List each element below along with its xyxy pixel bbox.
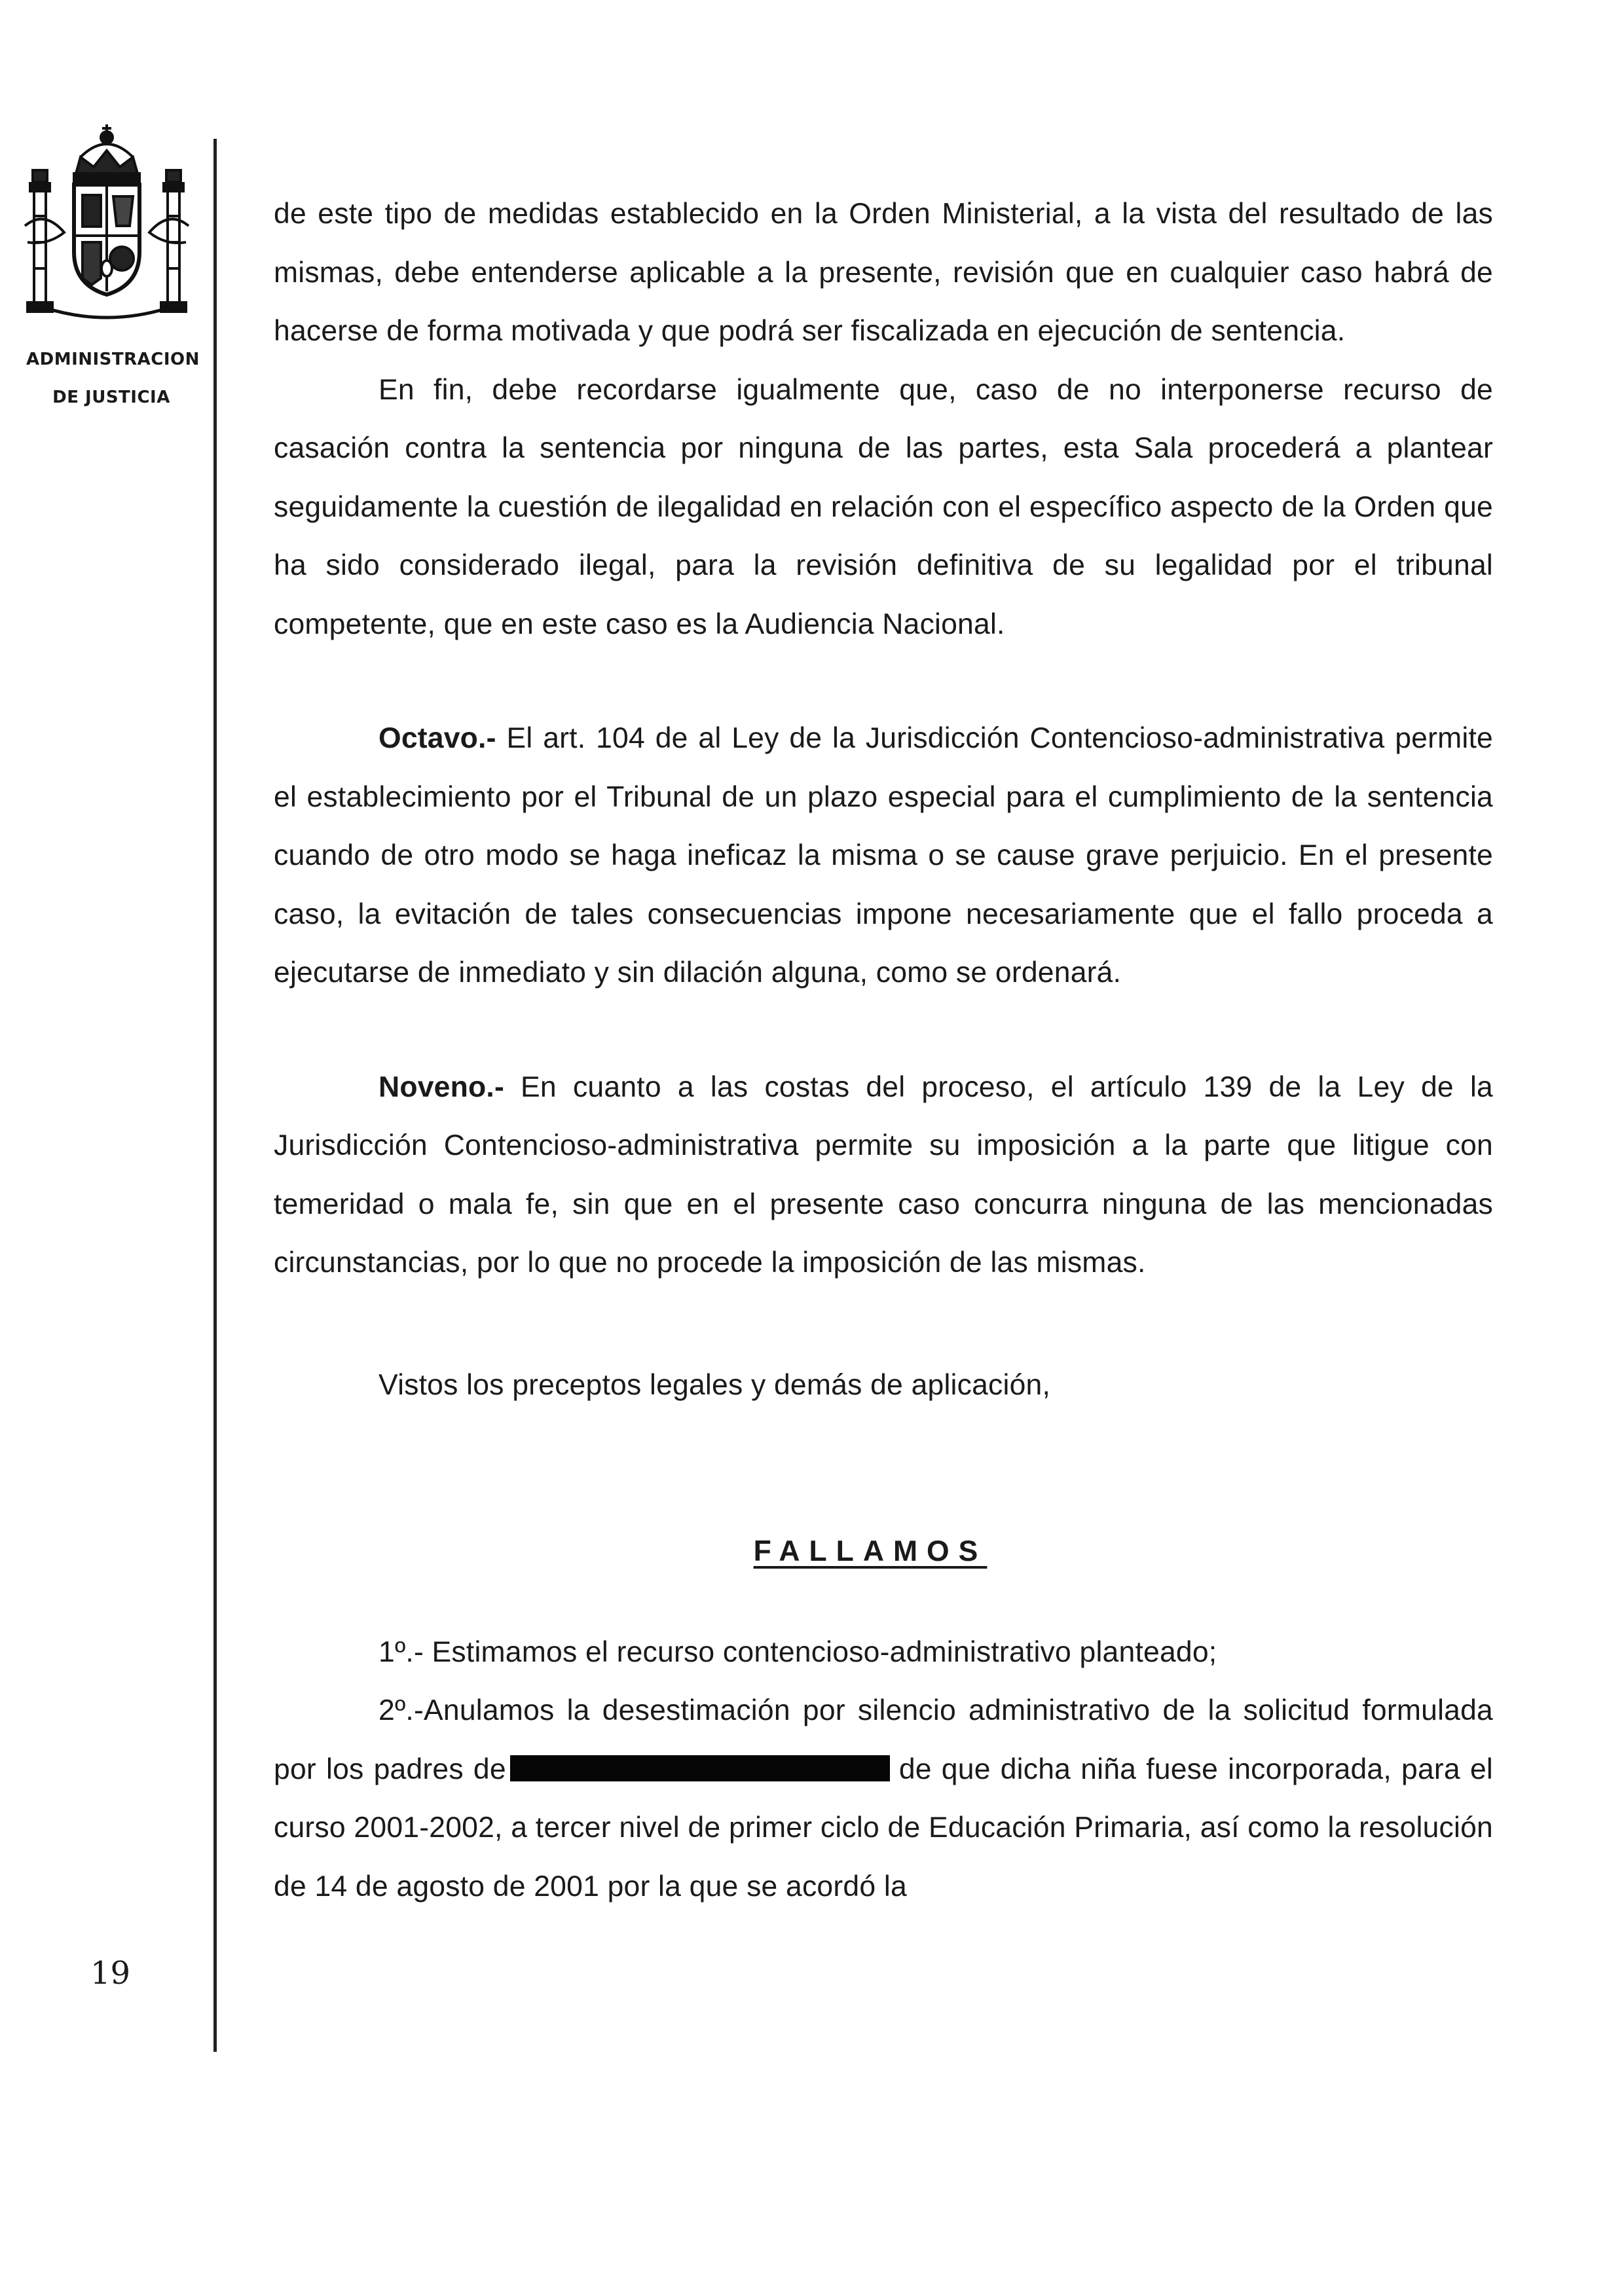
ruling-item-2 <box>274 1681 1493 1916</box>
paragraph-vistos: Vistos los preceptos legales y demás de aplicación, <box>378 1368 1051 1401</box>
ruling-item-2-before: 2º.-Anulamos la desestimación por silencio administrativo de la solicitud formulada por los padres de <box>274 1694 1493 1785</box>
paragraph-noveno <box>274 1058 1493 1292</box>
noveno-lead: Noveno.- <box>378 1070 504 1103</box>
page-number: 19 <box>90 1955 131 1992</box>
organization-name-line1: ADMINISTRACION <box>26 350 200 369</box>
organization-name-line2: DE JUSTICIA <box>52 388 170 407</box>
margin-rule <box>213 139 217 2052</box>
paragraph-continuation: de este tipo de medidas establecido en la Orden Ministerial, a la vista del resultado de las mismas, debe entenderse aplicable a la presente, revisión que en cualquier caso habrá de hacerse de forma motivada y que podrá ser fiscalizada en ejecución de sentencia. <box>274 198 1493 347</box>
ruling-item-2-after: de que dicha niña fuese incorporada, para el curso 2001-2002, a tercer nivel de primer ciclo de Educación Primaria, así como la resolución de 14 de agosto de 2001 por la que se acordó la <box>274 1753 1493 1903</box>
paragraph-en-fin: En fin, debe recordarse igualmente que, caso de no interponerse recurso de casación contra la sentencia por ninguna de las partes, esta Sala procederá a plantear seguidamente la cuestión de ilegalidad en relación con el específico aspecto de la Orden que ha sido considerado ilegal, para la revisión definitiva de su legalidad por el tribunal competente, que en este caso es la Audiencia Nacional. <box>274 373 1493 640</box>
coat-of-arms-icon <box>18 111 195 331</box>
letterhead-sidebar <box>0 0 223 2296</box>
paragraph-octavo <box>274 709 1493 1002</box>
octavo-lead: Octavo.- <box>378 722 496 754</box>
redaction-bar <box>510 1755 890 1781</box>
organization-name <box>26 340 200 416</box>
ruling-heading: FALLAMOS <box>753 1535 987 1567</box>
ruling-heading-wrap <box>274 1522 1493 1581</box>
noveno-text: En cuanto a las costas del proceso, el artículo 139 de la Ley de la Jurisdicción Contencioso-administrativa permite su imposición a la parte que litigue con temeridad o mala fe, sin que en el presente caso concurra ninguna de las mencionadas circunstancias, por lo que no procede la imposición de las mismas. <box>274 1070 1493 1279</box>
ruling-item-1: 1º.- Estimamos el recurso contencioso-administrativo planteado; <box>378 1635 1217 1668</box>
octavo-text: El art. 104 de al Ley de la Jurisdicción Contencioso-administrativa permite el establecimiento por el Tribunal de un plazo especial para el cumplimiento de la sentencia cuando de otro modo se haga ineficaz la misma o se cause grave perjuicio. En el presente caso, la evitación de tales consecuencias impone necesariamente que el fallo proceda a ejecutarse de inmediato y sin dilación alguna, como se ordenará. <box>274 722 1493 989</box>
document-body <box>274 185 1493 1916</box>
